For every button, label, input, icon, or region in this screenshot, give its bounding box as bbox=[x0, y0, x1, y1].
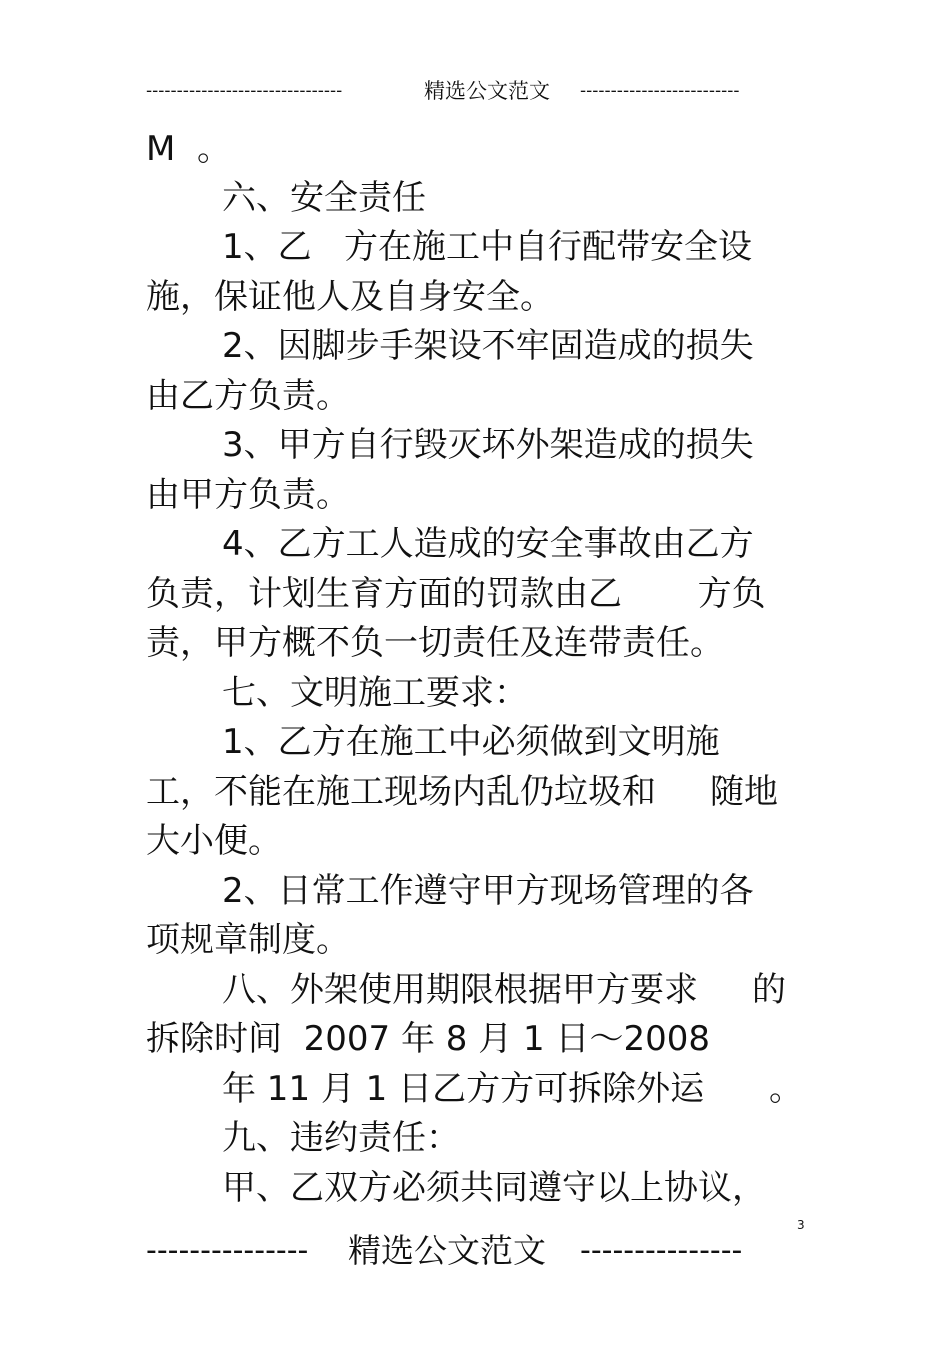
text-line: 2、因脚步手架设不牢固造成的损失 bbox=[222, 326, 754, 366]
page-number: 3 bbox=[797, 1218, 805, 1232]
text-line: 由乙方负责。 bbox=[146, 376, 350, 416]
text-line: 施，保证他人及自身安全。 bbox=[146, 277, 554, 317]
footer-dash-right: --------------- bbox=[580, 1233, 743, 1268]
text-line: 由甲方负责。 bbox=[146, 475, 350, 515]
text-line: 项规章制度。 bbox=[146, 920, 350, 960]
header-dash-right: -------------------------- bbox=[580, 81, 740, 101]
text-line: 工，不能在施工现场内乱仍垃圾和 随地 bbox=[146, 772, 779, 812]
section-heading: 七、文明施工要求： bbox=[222, 673, 528, 713]
text-line: 甲、乙双方必须共同遵守以上协议， bbox=[222, 1168, 766, 1208]
section-heading: 九、违约责任： bbox=[222, 1118, 460, 1158]
text-line: 拆除时间 2007 年 8 月 1 日～2008 bbox=[146, 1019, 710, 1059]
text-line: 负责，计划生育方面的罚款由乙 方负 bbox=[146, 574, 766, 614]
footer-title: 精选公文范文 bbox=[348, 1231, 546, 1270]
text-line: 大小便。 bbox=[146, 821, 282, 861]
header-dash-left: -------------------------------- bbox=[146, 81, 343, 101]
text-line: 1、乙 方在施工中自行配带安全设 bbox=[222, 227, 753, 267]
text-line: 2、日常工作遵守甲方现场管理的各 bbox=[222, 871, 754, 911]
section-heading: 六、安全责任 bbox=[222, 178, 426, 218]
footer-dash-left: --------------- bbox=[146, 1233, 309, 1268]
text-line: 年 11 月 1 日乙方方可拆除外运 。 bbox=[222, 1069, 803, 1109]
page-header bbox=[0, 76, 950, 106]
section-heading: 八、外架使用期限根据甲方要求 的 bbox=[222, 970, 787, 1010]
text-line: 责，甲方概不负一切责任及连带责任。 bbox=[146, 623, 724, 663]
page-footer bbox=[0, 1228, 950, 1274]
text-line: 4、乙方工人造成的安全事故由乙方 bbox=[222, 524, 754, 564]
header-title: 精选公文范文 bbox=[424, 79, 550, 103]
text-line: M 。 bbox=[146, 129, 231, 169]
text-line: 1、乙方在施工中必须做到文明施 bbox=[222, 722, 720, 762]
text-line: 3、甲方自行毁灭坏外架造成的损失 bbox=[222, 425, 754, 465]
